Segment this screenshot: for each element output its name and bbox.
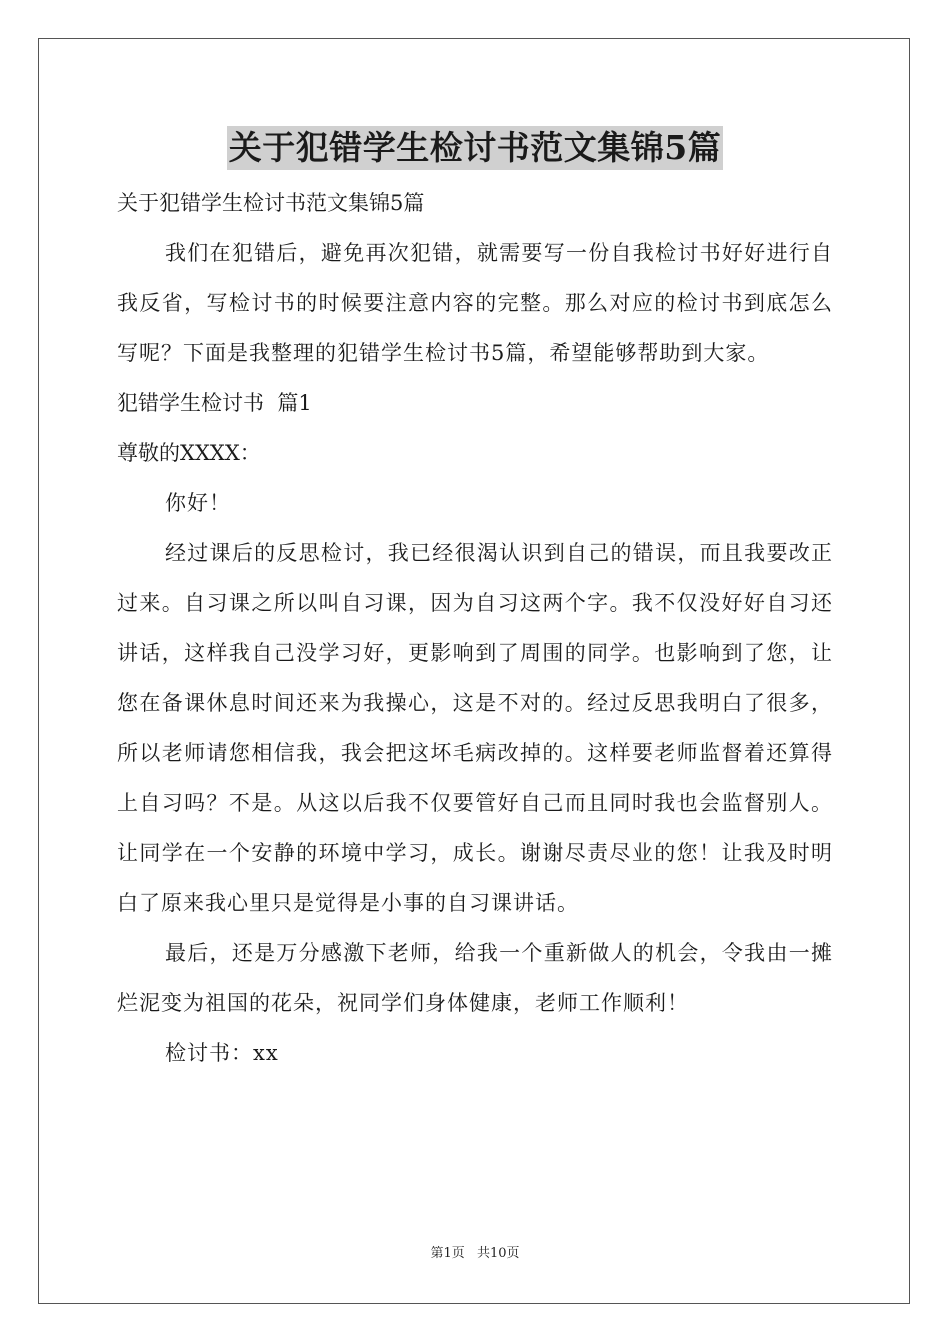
signature: 检讨书：xx [165,1041,279,1065]
page-total: 共10页 [476,1246,520,1261]
page-number: 第1页 [430,1246,465,1261]
body-paragraph-2: 最后，还是万分感激下老师，给我一个重新做人的机会，令我由一摊烂泥变为祖国的花朵，祝同学们身体健康，老师工作顺利！ [117,941,833,1015]
greeting: 你好！ [165,491,231,515]
title-container [0,126,950,170]
page-footer [0,1244,950,1264]
subtitle: 关于犯错学生检讨书范文集锦5篇 [117,191,425,215]
intro-paragraph: 我们在犯错后，避免再次犯错，就需要写一份自我检讨书好好进行自我反省，写检讨书的时候要注意内容的完整。那么对应的检讨书到底怎么写呢？下面是我整理的犯错学生检讨书5篇，希望能够帮助到大家。 [117,241,833,365]
salutation: 尊敬的XXXX： [117,441,261,465]
body-paragraph-1: 经过课后的反思检讨，我已经很渴认识到自己的错误，而且我要改正过来。自习课之所以叫自习课，因为自习这两个字。我不仅没好好自习还讲话，这样我自己没学习好，更影响到了周围的同学。也影响到了您，让您在备课休息时间还来为我操心，这是不对的。经过反思我明白了很多，所以老师请您相信我，我会把这坏毛病改掉的。这样要老师监督着还算得上自习吗？不是。从这以后我不仅要管好自己而且同时我也会监督别人。让同学在一个安静的环境中学习，成长。谢谢尽责尽业的您！让我及时明白了原来我心里只是觉得是小事的自习课讲话。 [117,541,833,915]
section-heading: 犯错学生检讨书 篇1 [117,391,312,415]
document-title: 关于犯错学生检讨书范文集锦5篇 [227,126,723,170]
document-body [117,178,833,1078]
